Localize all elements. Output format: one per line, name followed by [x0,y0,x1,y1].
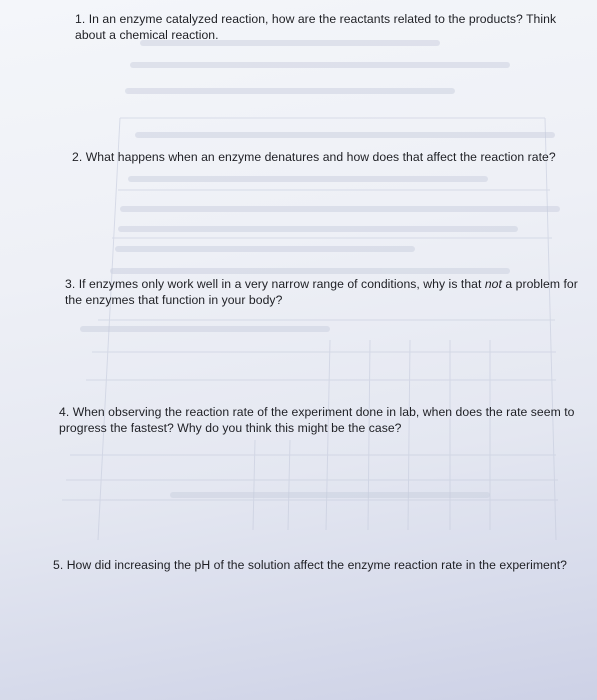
question-4: 4. When observing the reaction rate of the experiment done in lab, when does the rate seem to progress the fastest? Why do you think this might be the case? [59,405,575,435]
question-3-emphasis: not [484,277,502,291]
question-3-text-start: 3. If enzymes only work well in a very narrow range of conditions, why is that [65,277,485,291]
question-1: 1. In an enzyme catalyzed reaction, how are the reactants related to the products? Think about a chemical reaction. [75,12,557,42]
question-2: 2. What happens when an enzyme denatures and how does that affect the reaction rate? [72,150,556,164]
question-3 [65,277,585,308]
question-5: 5. How did increasing the pH of the solution affect the enzyme reaction rate in the experiment? [53,558,567,572]
question-3-text-end: a problem for the enzymes that function in your body? [65,277,578,307]
